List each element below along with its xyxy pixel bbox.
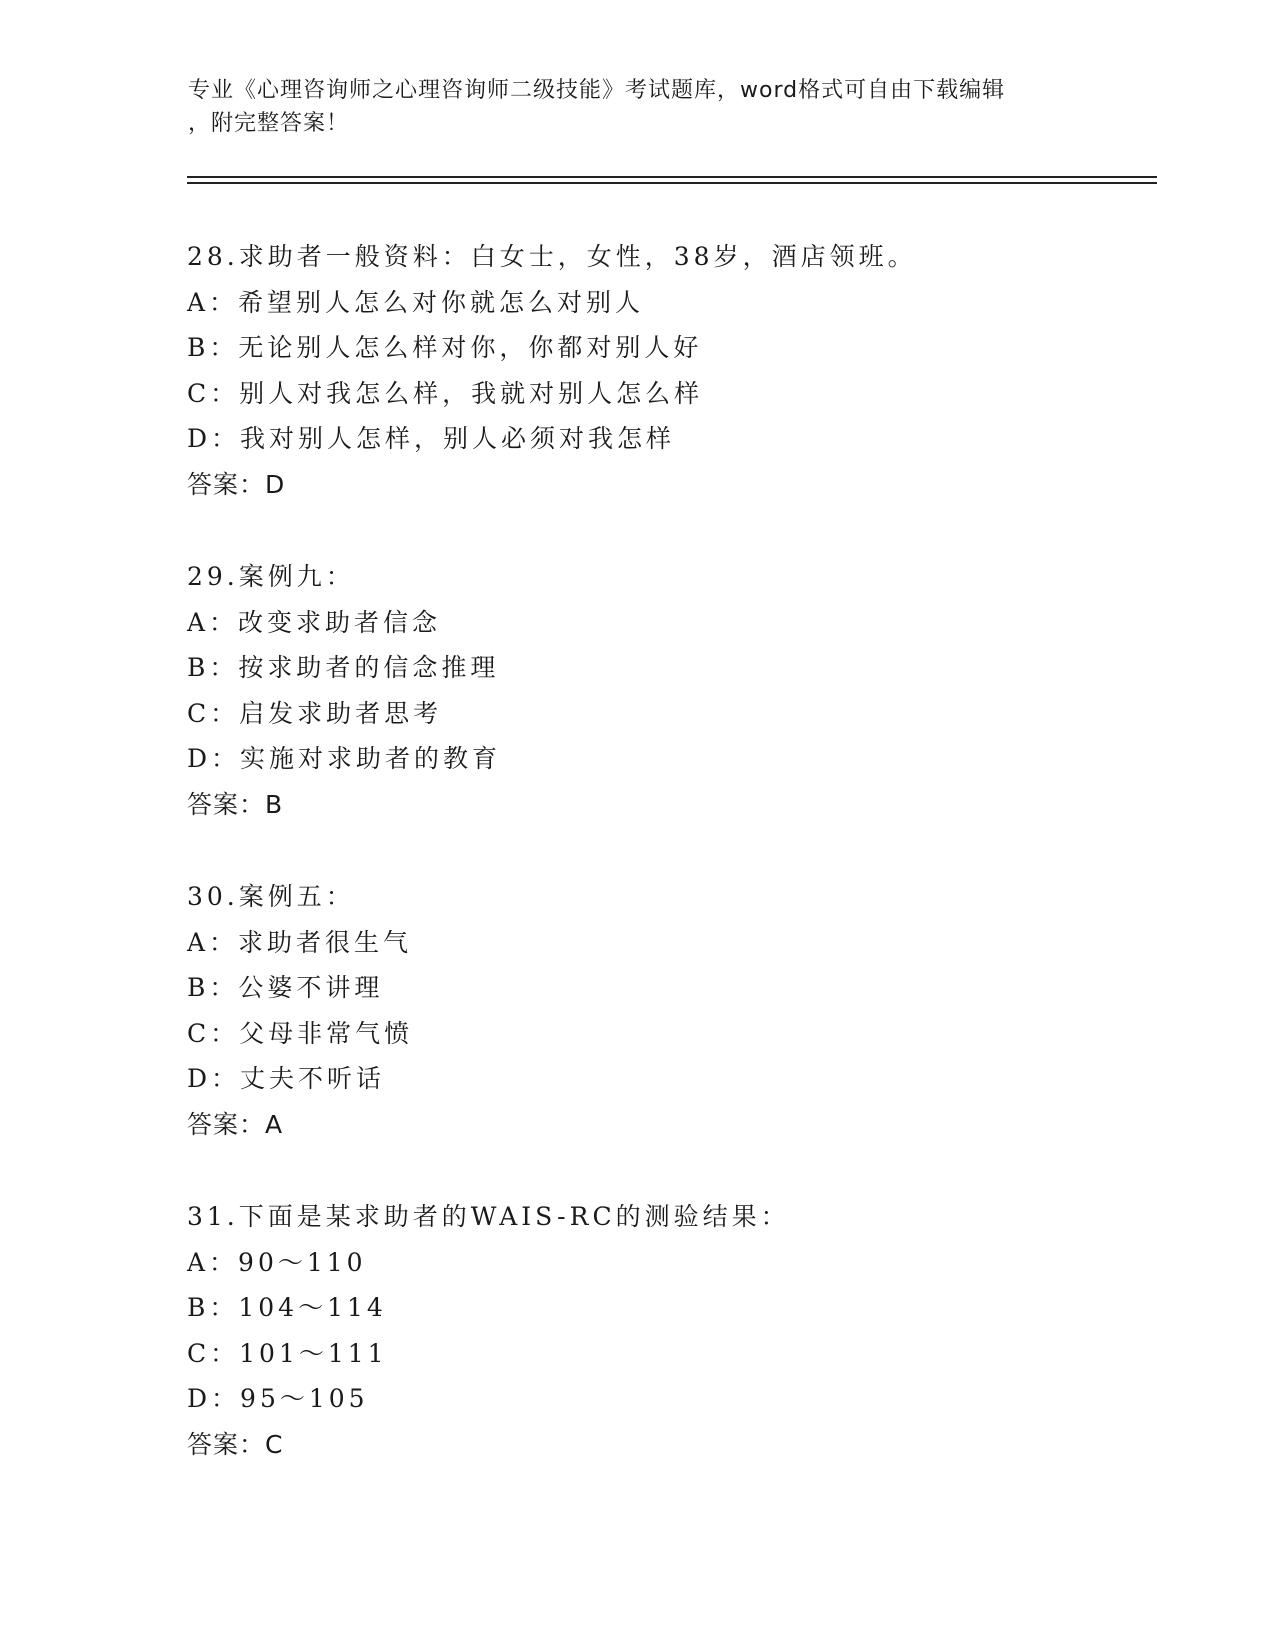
option-b: B：无论别人怎么样对你，你都对别人好	[187, 333, 703, 362]
question-stem: 31.下面是某求助者的WAIS-RC的测验结果：	[187, 1202, 790, 1231]
option-d: D：丈夫不听话	[187, 1064, 386, 1093]
option-c: C：启发求助者思考	[187, 698, 443, 728]
question-stem: 29.案例九：	[187, 562, 355, 591]
answer-line: 答案：D	[187, 469, 286, 499]
answer-line: 答案：A	[187, 1109, 284, 1139]
option-c: C：101～111	[187, 1338, 388, 1368]
option-a: A：90～110	[187, 1247, 367, 1277]
option-d: D：我对别人怎样，别人必须对我怎样	[187, 424, 676, 453]
header-divider-bottom	[187, 182, 1157, 184]
option-c: C：别人对我怎么样，我就对别人怎么样	[187, 378, 704, 408]
option-a: A：希望别人怎么对你就怎么对别人	[187, 287, 645, 317]
header-line-1: 专业《心理咨询师之心理咨询师二级技能》考试题库，word格式可自由下载编辑	[188, 78, 1006, 103]
option-b: B：公婆不讲理	[187, 973, 384, 1002]
header-divider-top	[187, 176, 1157, 178]
option-d: D：95～105	[187, 1384, 369, 1413]
question-28	[187, 234, 1137, 507]
option-a: A：改变求助者信念	[187, 607, 442, 637]
option-c: C：父母非常气愤	[187, 1018, 414, 1048]
option-b: B：104～114	[187, 1293, 387, 1322]
document-header	[188, 74, 1088, 140]
option-d: D：实施对求助者的教育	[187, 744, 502, 773]
question-stem: 28.求助者一般资料：白女士，女性，38岁，酒店领班。	[187, 242, 917, 271]
question-stem: 30.案例五：	[187, 882, 355, 911]
answer-line: 答案：C	[187, 1429, 284, 1459]
question-31	[187, 1194, 1137, 1467]
answer-line: 答案：B	[187, 789, 284, 819]
header-line-2: ，附完整答案！	[188, 111, 350, 136]
option-b: B：按求助者的信念推理	[187, 653, 500, 682]
question-29	[187, 554, 1137, 827]
question-30	[187, 874, 1137, 1147]
option-a: A：求助者很生气	[187, 927, 413, 957]
